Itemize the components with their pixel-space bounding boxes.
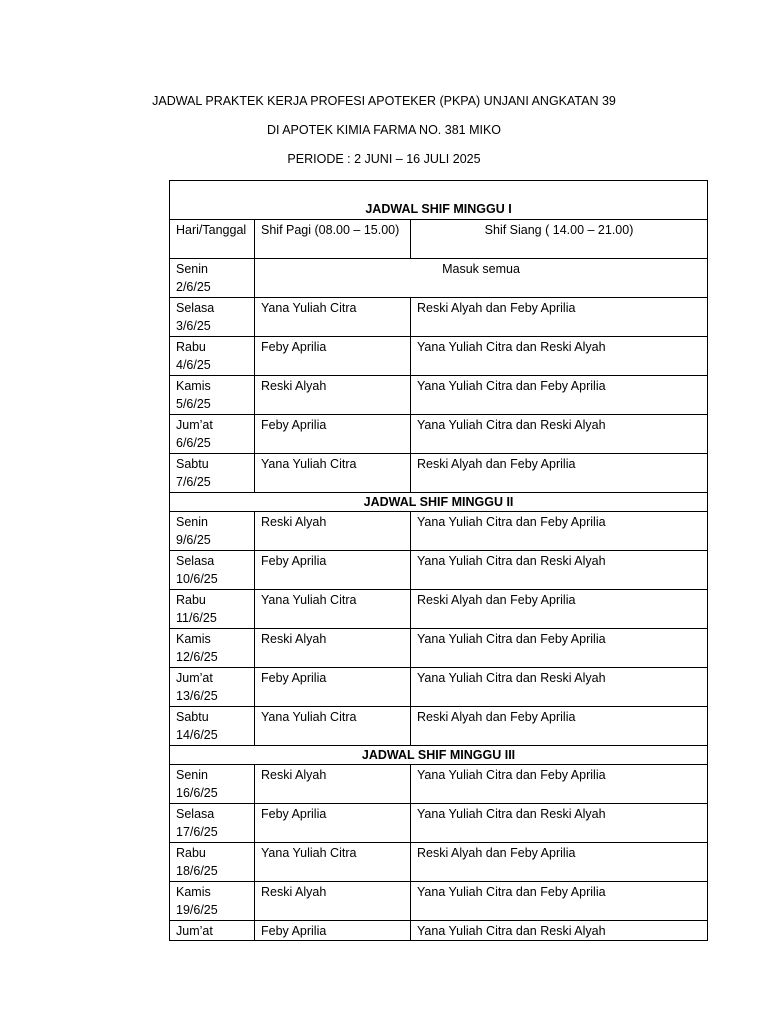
table-row [170, 590, 708, 629]
day-name: Selasa [176, 554, 215, 568]
date: 5/6/25 [176, 397, 211, 411]
day-name: Senin [176, 515, 208, 529]
week-title-row [170, 181, 708, 220]
morning-shift-cell: Yana Yuliah Citra [255, 298, 411, 337]
date: 17/6/25 [176, 825, 218, 839]
day-date-cell [170, 921, 255, 941]
afternoon-shift-cell: Yana Yuliah Citra dan Reski Alyah [411, 921, 708, 941]
morning-shift-cell: Reski Alyah [255, 765, 411, 804]
date: 19/6/25 [176, 903, 218, 917]
day-date-cell [170, 512, 255, 551]
table-row [170, 259, 708, 298]
table-row [170, 415, 708, 454]
day-date-cell [170, 629, 255, 668]
afternoon-shift-cell: Reski Alyah dan Feby Aprilia [411, 590, 708, 629]
morning-shift-cell: Reski Alyah [255, 512, 411, 551]
morning-shift-cell: Yana Yuliah Citra [255, 707, 411, 746]
day-name: Jum’at [176, 418, 213, 432]
week-title-row [170, 493, 708, 512]
header-day-date: Hari/Tanggal [170, 220, 255, 259]
day-date-cell [170, 298, 255, 337]
morning-shift-cell: Feby Aprilia [255, 921, 411, 941]
day-date-cell [170, 415, 255, 454]
schedule-body [170, 181, 708, 941]
header-afternoon-shift: Shif Siang ( 14.00 – 21.00) [411, 220, 708, 259]
date: 7/6/25 [176, 475, 211, 489]
afternoon-shift-cell: Reski Alyah dan Feby Aprilia [411, 454, 708, 493]
day-name: Rabu [176, 340, 206, 354]
document-title-line-1: JADWAL PRAKTEK KERJA PROFESI APOTEKER (PKPA) UNJANI ANGKATAN 39 [152, 94, 616, 108]
day-name: Kamis [176, 379, 211, 393]
afternoon-shift-cell: Yana Yuliah Citra dan Feby Aprilia [411, 882, 708, 921]
day-date-cell [170, 590, 255, 629]
table-row [170, 765, 708, 804]
date: 11/6/25 [176, 611, 217, 625]
morning-shift-cell: Feby Aprilia [255, 337, 411, 376]
day-date-cell [170, 804, 255, 843]
day-name: Senin [176, 262, 208, 276]
afternoon-shift-cell: Yana Yuliah Citra dan Reski Alyah [411, 668, 708, 707]
shift-schedule-table [169, 180, 708, 941]
date: 12/6/25 [176, 650, 218, 664]
date: 3/6/25 [176, 319, 211, 333]
day-name: Jum’at [176, 671, 213, 685]
morning-shift-cell: Feby Aprilia [255, 668, 411, 707]
afternoon-shift-cell: Yana Yuliah Citra dan Reski Alyah [411, 337, 708, 376]
table-row [170, 843, 708, 882]
day-date-cell [170, 765, 255, 804]
morning-shift-cell: Reski Alyah [255, 629, 411, 668]
morning-shift-cell: Yana Yuliah Citra [255, 843, 411, 882]
week-title: JADWAL SHIF MINGGU II [170, 493, 708, 512]
date: 16/6/25 [176, 786, 218, 800]
table-row [170, 512, 708, 551]
afternoon-shift-cell: Reski Alyah dan Feby Aprilia [411, 843, 708, 882]
table-row [170, 707, 708, 746]
table-row [170, 629, 708, 668]
day-date-cell [170, 843, 255, 882]
table-row [170, 376, 708, 415]
morning-shift-cell: Feby Aprilia [255, 415, 411, 454]
week-title-row [170, 746, 708, 765]
afternoon-shift-cell: Yana Yuliah Citra dan Feby Aprilia [411, 512, 708, 551]
day-date-cell [170, 668, 255, 707]
afternoon-shift-cell: Yana Yuliah Citra dan Feby Aprilia [411, 376, 708, 415]
day-name: Sabtu [176, 710, 209, 724]
table-row [170, 298, 708, 337]
table-row [170, 337, 708, 376]
afternoon-shift-cell: Yana Yuliah Citra dan Reski Alyah [411, 804, 708, 843]
day-date-cell [170, 707, 255, 746]
afternoon-shift-cell: Yana Yuliah Citra dan Feby Aprilia [411, 629, 708, 668]
morning-shift-cell: Yana Yuliah Citra [255, 454, 411, 493]
week-title: JADWAL SHIF MINGGU III [170, 746, 708, 765]
day-name: Kamis [176, 632, 211, 646]
afternoon-shift-cell: Yana Yuliah Citra dan Reski Alyah [411, 415, 708, 454]
day-name: Selasa [176, 301, 215, 315]
day-date-cell [170, 454, 255, 493]
afternoon-shift-cell: Yana Yuliah Citra dan Feby Aprilia [411, 765, 708, 804]
day-name: Rabu [176, 593, 206, 607]
table-row [170, 454, 708, 493]
date: 10/6/25 [176, 572, 218, 586]
header-morning-shift: Shif Pagi (08.00 – 15.00) [255, 220, 411, 259]
document-title-line-2: DI APOTEK KIMIA FARMA NO. 381 MIKO [266, 123, 502, 137]
day-name: Jum’at [176, 924, 213, 938]
morning-shift-cell: Reski Alyah [255, 376, 411, 415]
morning-shift-cell: Feby Aprilia [255, 551, 411, 590]
afternoon-shift-cell: Reski Alyah dan Feby Aprilia [411, 707, 708, 746]
table-row [170, 551, 708, 590]
day-date-cell [170, 376, 255, 415]
date: 6/6/25 [176, 436, 211, 450]
document-period: PERIODE : 2 JUNI – 16 JULI 2025 [287, 152, 481, 166]
table-row [170, 921, 708, 941]
morning-shift-cell: Feby Aprilia [255, 804, 411, 843]
date: 2/6/25 [176, 280, 211, 294]
day-date-cell [170, 551, 255, 590]
table-row [170, 882, 708, 921]
morning-shift-cell: Yana Yuliah Citra [255, 590, 411, 629]
date: 18/6/25 [176, 864, 218, 878]
afternoon-shift-cell: Reski Alyah dan Feby Aprilia [411, 298, 708, 337]
column-header-row [170, 220, 708, 259]
day-date-cell [170, 882, 255, 921]
day-date-cell [170, 259, 255, 298]
afternoon-shift-cell: Yana Yuliah Citra dan Reski Alyah [411, 551, 708, 590]
date: 4/6/25 [176, 358, 211, 372]
week-title: JADWAL SHIF MINGGU I [170, 181, 708, 220]
day-name: Sabtu [176, 457, 209, 471]
day-name: Kamis [176, 885, 211, 899]
date: 14/6/25 [176, 728, 218, 742]
table-row [170, 668, 708, 707]
date: 9/6/25 [176, 533, 211, 547]
all-shift-cell: Masuk semua [255, 259, 708, 298]
date: 13/6/25 [176, 689, 218, 703]
table-row [170, 804, 708, 843]
day-date-cell [170, 337, 255, 376]
day-name: Selasa [176, 807, 215, 821]
day-name: Senin [176, 768, 208, 782]
day-name: Rabu [176, 846, 206, 860]
morning-shift-cell: Reski Alyah [255, 882, 411, 921]
